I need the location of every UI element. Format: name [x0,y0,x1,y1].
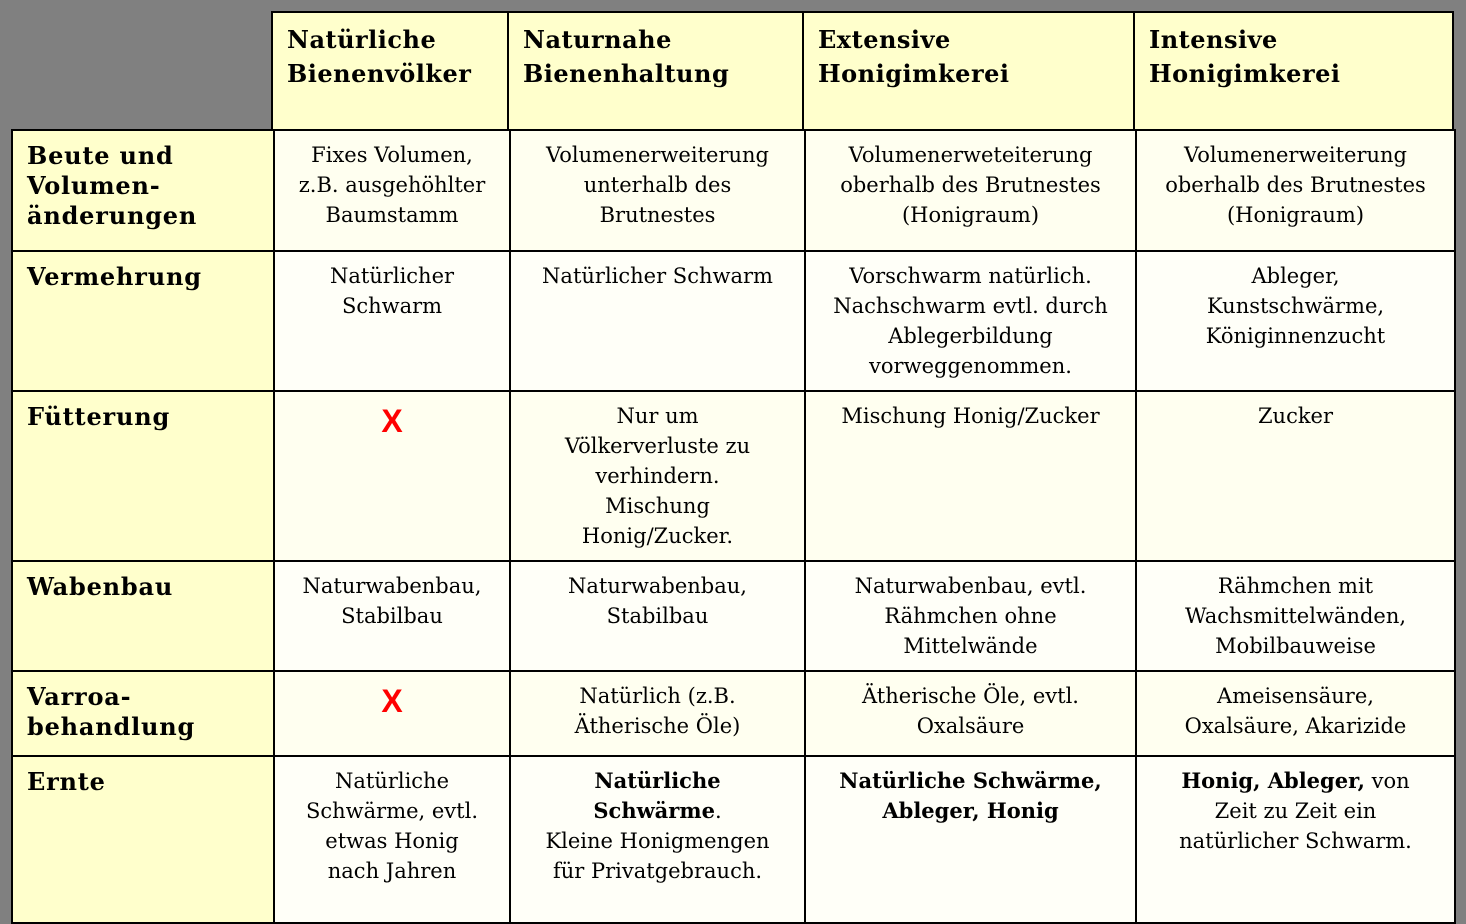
header-line: Extensive [818,25,951,54]
header-line: Bienenvölker [287,59,472,88]
cell-line: Volumenerweiterung [546,143,769,167]
cell-line: Oxalsäure, Akarizide [1184,714,1407,738]
cell-bold-text: Schwärme [593,798,715,823]
cell-line: Kunstschwärme, [1206,294,1385,318]
table-row-feeding [12,391,1455,561]
cell-line: Naturwabenbau, evtl. [854,574,1087,598]
table-cell [1136,251,1455,391]
row-header-line: Varroa- [27,682,132,711]
cell-line: Mischung [605,494,710,518]
cell-line: Zucker [1257,404,1334,428]
cell-text: . [714,799,722,823]
cell-line: Baumstamm [325,203,459,227]
cell-line: Ameisensäure, [1217,684,1374,708]
x-mark-icon: X [381,403,403,439]
table-cell [510,391,805,561]
row-header-line: änderungen [27,201,198,230]
cell-line: oberhalb des Brutnestes [840,173,1101,197]
table-row-hive-volume [12,130,1455,251]
cell-line: Kleine Honigmengen [545,829,770,853]
header-line: Bienenhaltung [523,59,730,88]
cell-bold-text: Honig, Ableger, [1181,768,1365,793]
cell-line: Zeit zu Zeit ein [1214,799,1377,823]
cell-line: für Privatgebrauch. [552,859,763,883]
cell-line: Nachschwarm evtl. durch [833,294,1108,318]
cell-line: Völkerverluste zu [564,434,751,458]
cell-line: Ablegerbildung [888,324,1053,348]
cell-line: Rähmchen mit [1217,574,1374,598]
cell-line: Wachsmittelwänden, [1184,604,1407,628]
cell-line: Honig/Zucker. [581,524,734,548]
cell-line: oberhalb des Brutnestes [1165,173,1426,197]
table-cell [274,391,510,561]
table-cell [805,391,1136,561]
cell-line: (Honigraum) [1226,203,1365,227]
cell-line: Nur um [616,404,699,428]
cell-line: Schwärme, evtl. [305,799,479,823]
table-cell [805,561,1136,671]
cell-line: Naturwabenbau, [568,574,747,598]
row-header-line: Fütterung [27,402,171,431]
header-line: Intensive [1149,25,1278,54]
row-header [12,130,274,251]
row-header-line: behandlung [27,712,196,741]
table-row-propagation [12,251,1455,391]
cell-line: Fixes Volumen, [311,143,473,167]
cell-line: Königinnenzucht [1205,324,1386,348]
cell-line: Mobilbauweise [1215,634,1376,658]
cell-line: Natürlicher [329,264,455,288]
cell-line: (Honigraum) [901,203,1040,227]
table-cell [510,671,805,756]
table-cell [805,251,1136,391]
table-cell [1136,671,1455,756]
table-row-harvest [12,756,1455,923]
cell-line: Vorschwarm natürlich. [849,264,1092,288]
cell-line: Natürlicher Schwarm [542,264,773,288]
header-line: Naturnahe [523,25,672,54]
cell-line: Ätherische Öle) [574,714,741,738]
table-cell [274,561,510,671]
column-header-intensive [1133,11,1454,131]
column-header-natural-colonies [271,11,509,131]
cell-line: Volumenerweiterung [1184,143,1407,167]
row-header [12,561,274,671]
cell-line: z.B. ausgehöhlter [298,173,486,197]
cell-line: Stabilbau [606,604,709,628]
cell-line: nach Jahren [327,859,457,883]
row-header-line: Wabenbau [27,572,174,601]
cell-bold-text: Natürliche [594,768,721,793]
cell-text: von [1364,769,1410,793]
table-cell [274,251,510,391]
comparison-table [11,11,1454,907]
row-header-line: Ernte [27,767,106,796]
cell-line: Volumenerweteiterung [848,143,1093,167]
row-header-line: Vermehrung [27,262,202,291]
cell-bold-text: Natürliche Schwärme, [839,768,1102,793]
header-line: Natürliche [287,25,437,54]
cell-line: natürlicher Schwarm. [1179,829,1412,853]
table-cell [805,130,1136,251]
cell-line: Mittelwände [903,634,1038,658]
cell-line: Natürlich (z.B. [579,684,736,708]
table-cell [274,671,510,756]
cell-line: Ableger, [1251,264,1340,288]
column-header-near-natural [507,11,804,131]
table-cell [274,130,510,251]
header-line: Honigimkerei [1149,59,1341,88]
table-cell [1136,561,1455,671]
header-line: Honigimkerei [818,59,1010,88]
table-cell [805,756,1136,923]
table-row-varroa-treatment [12,671,1455,756]
table-cell [1136,391,1455,561]
table-row-comb-building [12,561,1455,671]
cell-line: Brutnestes [599,203,716,227]
row-header [12,756,274,923]
row-header-line: Volumen- [27,171,161,200]
cell-line: etwas Honig [325,829,459,853]
cell-line: Ätherische Öle, evtl. [862,684,1079,708]
cell-line: Oxalsäure [916,714,1025,738]
table-cell [510,251,805,391]
column-header-extensive [802,11,1135,131]
cell-line: unterhalb des [583,173,732,197]
table-cell [510,756,805,923]
table-cell [274,756,510,923]
cell-line: Mischung Honig/Zucker [841,404,1100,428]
row-header [12,391,274,561]
cell-line: Schwarm [341,294,443,318]
table-cell [1136,756,1455,923]
data-table [11,129,1456,924]
row-header [12,251,274,391]
cell-line: Natürliche [334,769,450,793]
row-header-line: Beute und [27,141,174,170]
row-header [12,671,274,756]
cell-line: Stabilbau [341,604,443,628]
x-mark-icon: X [381,683,403,719]
cell-line: verhindern. [595,464,720,488]
cell-line: Naturwabenbau, [302,574,482,598]
table-cell [510,130,805,251]
table-cell [1136,130,1455,251]
table-cell [805,671,1136,756]
cell-line: vorweggenommen. [869,354,1072,378]
cell-line: Rähmchen ohne [884,604,1057,628]
table-cell [510,561,805,671]
cell-bold-text: Ableger, Honig [882,798,1059,823]
